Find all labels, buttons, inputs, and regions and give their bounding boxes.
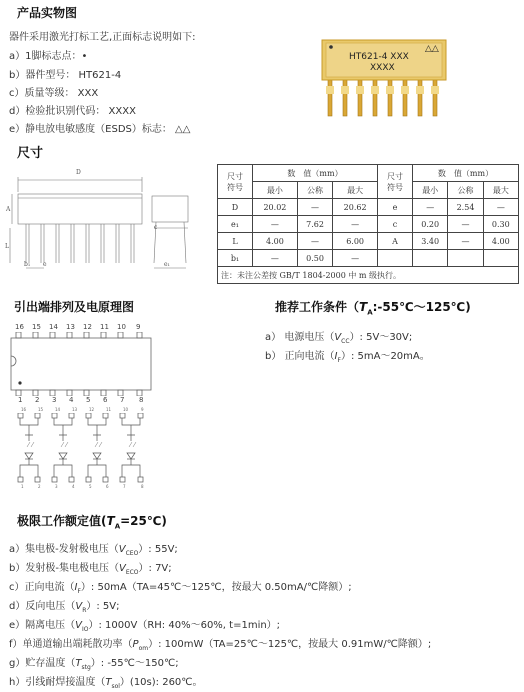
pin-number: 15 [38,407,44,412]
pin-number: 10 [123,407,129,412]
table-cell: 2.54 [448,199,483,216]
th-max: 最大 [483,182,518,199]
pin-number: 8 [141,484,144,489]
pin-number: 4 [69,396,74,404]
chip-model-text: HT621-4 XXX [349,52,409,62]
table-cell: — [413,199,448,216]
table-cell: — [333,250,378,267]
pin-number: 13 [72,407,78,412]
pin-number: 7 [120,396,125,404]
table-cell: — [253,250,298,267]
dim-label-d: D [76,169,81,176]
pin-number: 13 [66,323,75,331]
table-cell: e₁ [218,216,253,233]
pin-number: 2 [35,396,40,404]
table-cell: 4.00 [253,233,298,250]
th-min: 最小 [253,182,298,199]
table-cell: b₁ [218,250,253,267]
photo-intro: 器件采用激光打标工艺,正面标志说明如下: [9,32,196,43]
chip-photo [318,30,464,126]
table-cell [483,250,518,267]
pin-number: 3 [52,396,57,404]
table-cell: 3.40 [413,233,448,250]
pin-number: 5 [89,484,92,489]
limit-item-e: e）隔离电压$(V_{IO})$: 1000V（RH: 40%～60%, t=1min）; [9,620,281,633]
th-nom: 公称 [448,182,483,199]
pin-number: 6 [106,484,109,489]
table-cell: — [297,233,332,250]
limit-item-g: g）贮存温度$(T_{stg})$: -55℃～150℃; [9,658,179,671]
pin-number: 3 [55,484,58,489]
photo-item-c: c）质量等级： XXX [9,88,99,99]
pin-number: 15 [32,323,41,331]
recommend-item-b: b） 正向电流$(I_F)$: 5mA～20mA。 [265,351,430,364]
pin-number: 6 [103,396,108,404]
photo-item-a: a）1脚标志点：• [9,51,88,62]
photo-item-e: e）静电放电敏感度（ESDS）标志： △△ [9,124,191,135]
limit-item-f: f）单通道输出端耗散功率$(P_{om})$: 100mW（TA=25℃～125℃，按最大 0.91mW/℃降额）; [9,639,432,652]
dim-label-e1: e₁ [164,261,170,268]
photo-item-b: b）器件型号： HT621-4 [9,70,122,81]
table-cell: 20.02 [253,199,298,216]
table-row [218,199,519,216]
table-cell [413,250,448,267]
table-cell: — [448,233,483,250]
pin-number: 1 [18,396,23,404]
table-cell: — [483,199,518,216]
section-title-photo: 产品实物图 [17,6,78,20]
dim-label-c: c [154,224,158,231]
pin-number: 2 [38,484,41,489]
table-row [218,250,519,267]
photo-item-d: d）检验批识别代码： XXXX [9,106,136,117]
pin-number: 12 [83,323,92,331]
th-symbol-left: 尺寸 符号 [218,165,253,199]
pin-number: 16 [21,407,27,412]
pin-number: 11 [100,323,109,331]
pin-number: 4 [72,484,75,489]
section-title-dims: 尺寸 [17,146,44,161]
table-cell [378,250,413,267]
pin-number: 12 [89,407,95,412]
section-title-recommend: 推荐工作条件$(T_A:-55℃\sim 125℃)$ [275,300,471,317]
th-nom: 公称 [297,182,332,199]
chip-esds-mark: △△ [425,44,439,54]
table-cell: L [218,233,253,250]
dim-label-e: e [43,261,47,268]
th-value-right: 数 值（mm） [413,165,519,182]
table-cell: c [378,216,413,233]
table-cell: — [448,216,483,233]
pin-number: 11 [106,407,112,412]
pin-number: 10 [117,323,126,331]
th-min: 最小 [413,182,448,199]
dim-label-a: A [6,206,11,213]
table-cell: 6.00 [333,233,378,250]
table-cell [448,250,483,267]
table-cell: 0.30 [483,216,518,233]
pin-layout-diagram [8,332,158,396]
table-cell: e [378,199,413,216]
th-value-left: 数 值（mm） [253,165,378,182]
pin-number: 8 [139,396,144,404]
table-cell: 0.50 [297,250,332,267]
table-cell: D [218,199,253,216]
pin-number: 14 [55,407,61,412]
pin-number: 9 [141,407,144,412]
pin-number: 16 [15,323,24,331]
limit-item-a: a）集电极-发射极电压$(V_{CEO})$: 55V; [9,544,178,557]
th-max: 最大 [333,182,378,199]
pin-number: 9 [136,323,141,331]
chip-lot-text: XXXX [370,63,395,73]
table-note: 注：未注公差按 GB/T 1804-2000 中 m 级执行。 [218,267,519,284]
section-title-limits: 极限工作额定值$(T_A=25℃)$ [17,514,167,531]
limit-item-c: c）正向电流$(I_F)$: 50mA（TA=45℃～125℃，按最大 0.50mA/℃降额）; [9,582,352,595]
pin-number: 14 [49,323,58,331]
table-cell: 0.20 [413,216,448,233]
circuit-schematic [10,413,155,483]
table-row [218,216,519,233]
pin-number: 5 [86,396,91,404]
limit-item-b: b）发射极-集电极电压$(V_{ECO})$: 7V; [9,563,172,576]
table-cell: 4.00 [483,233,518,250]
table-cell: — [333,216,378,233]
table-cell: — [297,199,332,216]
table-cell: 7.62 [297,216,332,233]
dim-label-l: L [5,243,9,250]
table-cell: A [378,233,413,250]
dimension-table [217,164,519,284]
limit-item-h: h）引线耐焊接温度$(T_{sol})(10s)$: 260℃。 [9,677,203,690]
pin-number: 1 [21,484,24,489]
th-symbol-right: 尺寸 符号 [378,165,413,199]
dimension-drawing [8,168,208,276]
table-row [218,233,519,250]
table-cell: — [253,216,298,233]
dim-label-b1: b₁ [24,261,31,268]
section-title-pins: 引出端排列及电原理图 [14,300,135,314]
pin-number: 7 [123,484,126,489]
table-cell: 20.62 [333,199,378,216]
limit-item-d: d）反向电压$(V_R)$: 5V; [9,601,120,614]
recommend-item-a: a） 电源电压$(V_{CC})$: 5V～30V; [265,332,413,345]
